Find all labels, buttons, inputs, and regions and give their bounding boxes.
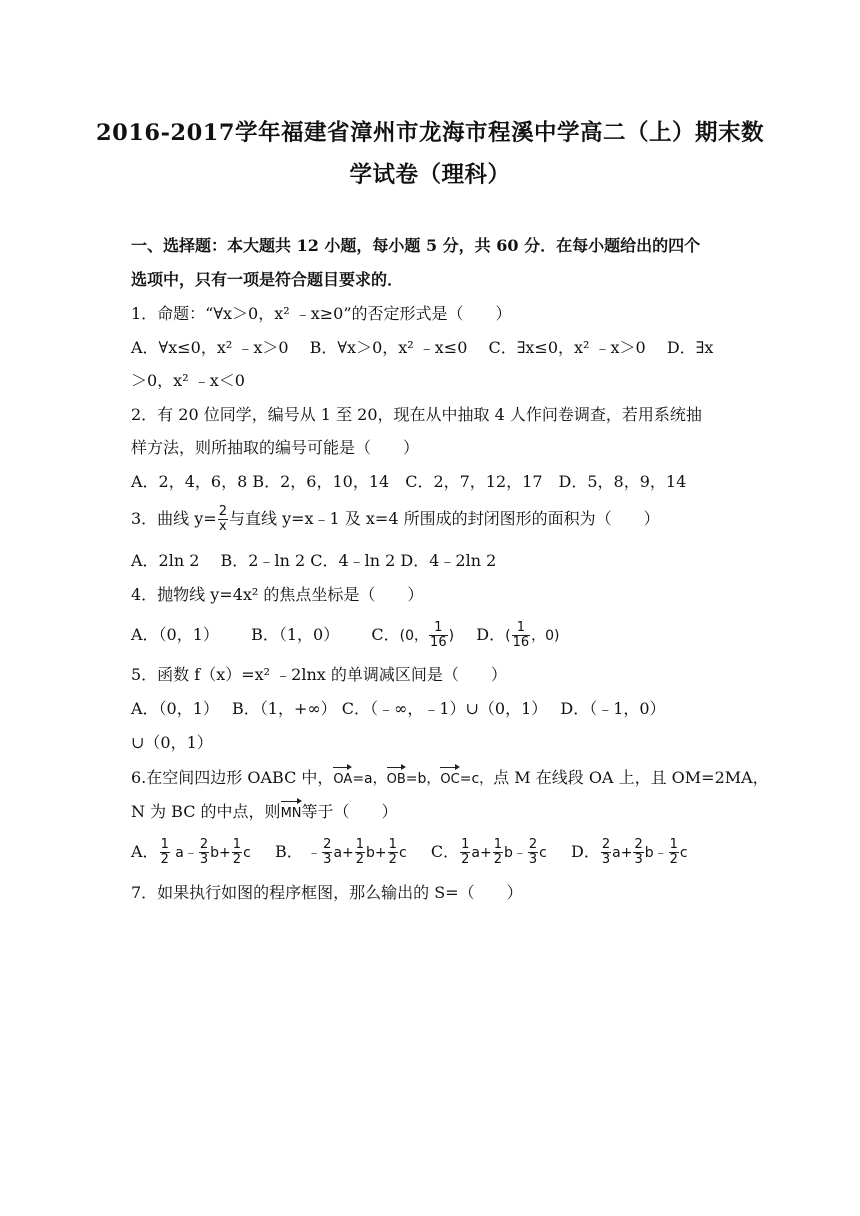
question-2-options: A．2，4，6，8 B．2，6，10，14 C．2，7，12，17 D．5，8，9，14 <box>131 472 687 491</box>
question-4-option-b: B．（1，0） <box>251 625 340 644</box>
question-3-options: A．2ln 2 B．2﹣ln 2 C．4﹣ln 2 D．4﹣2ln 2 <box>131 551 497 570</box>
question-3-stem-prefix: 3．曲线 y= <box>131 509 217 528</box>
question-3-stem <box>131 505 660 534</box>
vector-mn: MN <box>281 800 302 825</box>
question-6-options <box>131 838 688 867</box>
question-4-stem: 4．抛物线 y=4x² 的焦点坐标是（ ） <box>131 585 424 604</box>
question-4-option-d-label: D． <box>476 625 506 644</box>
exam-title-line-1: 2016-2017学年福建省漳州市龙海市程溪中学高二（上）期末数 <box>95 120 765 146</box>
exam-title-line-2: 学试卷（理科） <box>349 162 511 188</box>
question-6-option-a: A． $\frac{1}{2}$ a﹣ $\frac{2}{3}$ b+ $\frac{1}{2}$ c <box>131 837 251 867</box>
question-5-options-line-2: ∪（0，1） <box>131 733 213 752</box>
question-4-options: A．（0，1） B．（1，0） C．(0， $\frac{1}{16}$ ) D．( $\frac{1}{16}$ ，0) <box>131 620 560 650</box>
question-2-stem-line-1: 2．有 20 位同学，编号从 1 至 20，现在从中抽取 4 人作问卷调查，若用系统抽 <box>131 405 702 424</box>
question-3-stem-suffix: 与直线 y=x﹣1 及 x=4 所围成的封闭图形的面积为（ ） <box>229 509 660 528</box>
question-4-option-a: A．（0，1） <box>131 625 219 644</box>
fraction-1-over-16: $\frac{1}{16}$ <box>512 620 530 650</box>
vector-oc: OC <box>440 766 459 791</box>
fraction-2-over-x: $\frac{2}{x}$ <box>218 504 227 534</box>
question-6-option-c: C． $\frac{1}{2}$ a+ $\frac{1}{2}$ b﹣ $\frac{2}{3}$ c <box>430 837 547 867</box>
question-4-option-c-label: C． <box>371 625 400 644</box>
question-1-stem: 1．命题：“∀x＞0，x² ﹣x≥0”的否定形式是（ ） <box>131 304 512 323</box>
question-6-stem-line-1: 6.在空间四边形 OABC 中，OA=a，OB=b，OC=c，点 M 在线段 OA 上，且 OM=2MA， <box>131 766 769 791</box>
question-1-options-line-2: ＞0，x² ﹣x＜0 <box>131 371 245 390</box>
vector-oa: OA <box>333 766 352 791</box>
section-heading-line-2: 选项中，只有一项是符合题目要求的． <box>131 270 404 289</box>
question-6-option-b: B． ﹣ $\frac{2}{3}$ a+ $\frac{1}{2}$ b+ $\frac{1}{2}$ c <box>274 837 407 867</box>
question-6-stem-line-2: N 为 BC 的中点，则MN等于（ ） <box>131 800 398 825</box>
question-5-options-line-1: A．（0，1） B．（1，+∞） C．（﹣∞，﹣1）∪（0，1） D．（﹣1，0） <box>131 699 666 718</box>
section-heading-line-1: 一、选择题：本大题共 12 小题，每小题 5 分，共 60 分．在每小题给出的四个 <box>131 236 701 255</box>
question-2-stem-line-2: 样方法，则所抽取的编号可能是（ ） <box>131 438 420 457</box>
question-5-stem: 5．函数 f（x）=x² ﹣2lnx 的单调减区间是（ ） <box>131 665 507 684</box>
question-1-options-line-1: A．∀x≤0，x² ﹣x＞0 B．∀x＞0，x² ﹣x≤0 C．∃x≤0，x² ﹣x＞0 D．∃x <box>131 338 714 357</box>
question-7-stem: 7．如果执行如图的程序框图，那么输出的 S=（ ） <box>131 883 523 902</box>
vector-ob: OB <box>387 766 406 791</box>
fraction-1-over-16: $\frac{1}{16}$ <box>430 620 447 650</box>
question-6-option-d: D． $\frac{2}{3}$ a+ $\frac{2}{3}$ b﹣ $\frac{1}{2}$ c <box>571 837 688 867</box>
